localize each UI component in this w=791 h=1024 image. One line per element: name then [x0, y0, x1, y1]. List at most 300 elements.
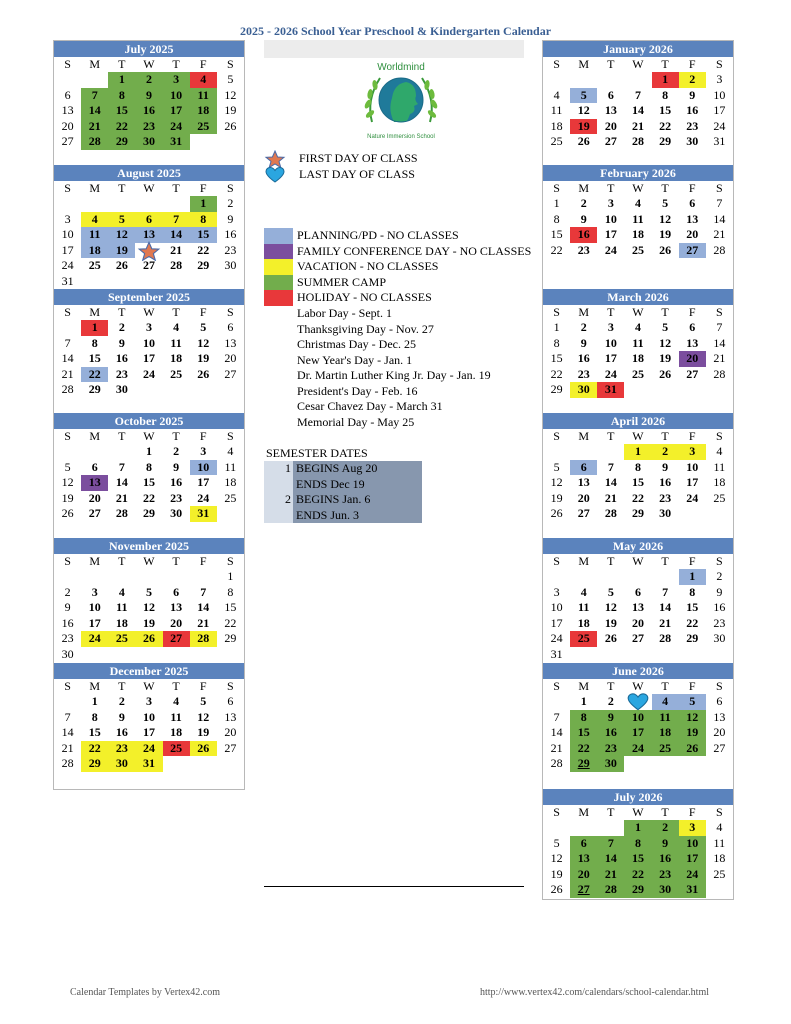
day-cell: 4 — [173, 694, 180, 708]
legend-last-day — [264, 166, 418, 182]
weekday-label: W — [143, 181, 155, 195]
day-cell: 18 — [190, 103, 217, 119]
empty-cell — [652, 898, 679, 914]
weekday-label: S — [715, 429, 723, 443]
day-cell: 1 — [108, 72, 135, 88]
week-row — [54, 72, 244, 88]
week-row — [54, 522, 244, 538]
weekday-label: T — [607, 805, 615, 819]
weekday-label: T — [118, 305, 126, 319]
weekday-label: S — [226, 429, 234, 443]
empty-cell — [163, 569, 190, 585]
semester-number — [264, 508, 293, 524]
empty-cell — [624, 258, 651, 274]
empty-cell — [163, 382, 190, 398]
day-cell: 7 — [64, 709, 71, 724]
day-cell: 9 — [118, 335, 125, 350]
month-calendar — [54, 289, 244, 413]
empty-cell — [135, 382, 162, 398]
day-cell: 18 — [631, 227, 644, 241]
empty-cell — [679, 898, 706, 914]
day-cell: 8 — [570, 710, 597, 726]
legend-label: SUMMER CAMP — [297, 274, 387, 289]
day-cell: 27 — [142, 258, 155, 272]
day-cell: 26 — [550, 506, 563, 520]
day-cell: 3 — [145, 320, 152, 334]
legend-swatch — [264, 259, 293, 275]
empty-cell — [652, 150, 679, 166]
week-row — [543, 72, 733, 88]
empty-cell — [217, 150, 244, 166]
weekday-label: M — [578, 57, 590, 71]
day-cell: 18 — [170, 351, 183, 365]
day-cell: 19 — [679, 725, 706, 741]
empty-cell — [652, 756, 679, 772]
empty-cell — [570, 398, 597, 414]
empty-cell — [597, 522, 624, 538]
weekday-label: S — [715, 554, 723, 568]
semester-date: ENDS Dec 19 — [293, 477, 422, 493]
logo-subtitle: Nature Immersion School — [367, 134, 435, 140]
empty-cell — [217, 274, 244, 290]
day-cell: 11 — [116, 600, 128, 614]
legend-item — [264, 290, 531, 306]
day-cell: 24 — [163, 119, 190, 135]
semester-date: BEGINS Jan. 6 — [293, 492, 422, 508]
weekday-label: T — [172, 57, 180, 71]
empty-cell — [543, 72, 570, 88]
empty-cell — [54, 72, 81, 88]
empty-cell — [190, 522, 217, 538]
day-cell: 26 — [115, 258, 128, 272]
day-cell: 23 — [61, 631, 74, 645]
day-cell: 9 — [716, 584, 723, 599]
day-cell: 1 — [91, 694, 98, 708]
day-cell: 14 — [550, 725, 563, 739]
day-cell: 6 — [64, 87, 71, 102]
weekday-label: T — [661, 181, 669, 195]
day-cell: 31 — [61, 273, 74, 288]
day-cell: 15 — [631, 475, 644, 489]
day-cell: 24 — [713, 118, 726, 133]
day-cell: 24 — [81, 631, 108, 647]
day-cell: 21 — [631, 118, 644, 133]
day-cell: 24 — [679, 867, 706, 883]
empty-cell — [135, 398, 162, 414]
empty-cell — [624, 772, 651, 788]
day-cell: 17 — [88, 615, 101, 630]
day-cell: 29 — [142, 506, 155, 520]
day-cell: 29 — [659, 134, 672, 148]
day-cell: 4 — [190, 72, 217, 88]
day-cell: 15 — [190, 227, 217, 243]
day-cell: 11 — [652, 710, 679, 726]
day-cell: 17 — [142, 725, 155, 739]
month-calendar — [543, 789, 733, 913]
day-cell: 11 — [81, 227, 108, 243]
weekday-header-row — [543, 305, 733, 320]
day-cell: 16 — [686, 103, 699, 117]
holiday-item: Dr. Martin Luther King Jr. Day - Jan. 19 — [297, 368, 491, 382]
legend-swatch — [264, 290, 293, 306]
week-row — [54, 710, 244, 726]
week-row — [543, 898, 733, 914]
empty-cell — [217, 756, 244, 772]
day-cell: 8 — [553, 211, 560, 226]
weekday-label: T — [118, 554, 126, 568]
semester-number: 1 — [264, 461, 293, 477]
day-cell: 21 — [61, 740, 74, 755]
empty-cell — [624, 756, 651, 772]
weekday-label: T — [661, 429, 669, 443]
day-cell: 4 — [652, 694, 679, 710]
week-row — [543, 694, 733, 710]
month-calendar — [543, 41, 733, 165]
weekday-label: T — [607, 429, 615, 443]
day-cell: 9 — [118, 709, 125, 724]
day-cell: 2 — [64, 584, 71, 599]
day-cell: 6 — [91, 459, 98, 474]
heart-icon — [264, 166, 286, 184]
day-cell: 25 — [713, 490, 726, 505]
day-cell: 25 — [163, 741, 190, 757]
empty-cell — [624, 72, 651, 88]
day-cell: 13 — [631, 600, 644, 614]
day-cell: 7 — [607, 459, 614, 474]
empty-cell — [570, 522, 597, 538]
day-cell: 12 — [679, 710, 706, 726]
week-row — [54, 772, 244, 788]
day-cell: 12 — [61, 475, 74, 489]
footer-url[interactable]: http://www.vertex42.com/calendars/school-calendar.html — [480, 987, 710, 998]
empty-cell — [679, 522, 706, 538]
day-cell: 20 — [224, 725, 237, 739]
empty-cell — [706, 756, 733, 772]
day-cell: 16 — [652, 851, 679, 867]
month-header: December 2025 — [54, 663, 244, 679]
day-cell: 16 — [115, 351, 128, 365]
weekday-label: S — [64, 57, 71, 71]
day-cell: 28 — [115, 506, 128, 520]
empty-cell — [624, 398, 651, 414]
empty-cell — [597, 258, 624, 274]
day-cell: 2 — [135, 72, 162, 88]
day-cell: 13 — [570, 851, 597, 867]
day-cell: 3 — [679, 820, 706, 836]
day-cell: 15 — [686, 600, 699, 614]
day-cell: 19 — [197, 351, 210, 365]
day-cell: 8 — [227, 584, 234, 599]
day-cell: 15 — [659, 103, 672, 117]
day-cell: 17 — [163, 103, 190, 119]
empty-cell — [652, 258, 679, 274]
week-row — [543, 741, 733, 757]
empty-cell — [706, 647, 733, 663]
day-cell: 2 — [118, 694, 125, 708]
empty-cell — [597, 444, 624, 460]
day-cell: 6 — [607, 87, 614, 102]
empty-cell — [652, 772, 679, 788]
day-cell: 3 — [716, 72, 723, 86]
empty-cell — [54, 150, 81, 166]
weekday-label: T — [607, 679, 615, 693]
day-cell: 30 — [170, 506, 183, 520]
empty-cell — [217, 134, 244, 150]
empty-cell — [679, 274, 706, 290]
weekday-label: W — [632, 679, 644, 693]
empty-cell — [679, 756, 706, 772]
day-cell: 20 — [224, 351, 237, 365]
day-cell: 27 — [604, 134, 617, 148]
week-row — [54, 506, 244, 522]
day-cell: 11 — [632, 335, 644, 350]
day-cell: 25 — [190, 119, 217, 135]
month-calendar — [543, 165, 733, 289]
semester-number — [264, 477, 293, 493]
empty-cell — [81, 772, 108, 788]
day-cell: 26 — [190, 741, 217, 757]
day-cell: 14 — [597, 851, 624, 867]
empty-cell — [652, 398, 679, 414]
day-cell: 10 — [679, 836, 706, 852]
day-cell: 17 — [197, 475, 210, 489]
day-cell: 13 — [224, 335, 237, 350]
day-cell: 10 — [713, 87, 726, 102]
star-icon — [137, 241, 161, 266]
day-cell: 22 — [224, 615, 237, 630]
day-cell: 28 — [631, 134, 644, 148]
day-cell: 23 — [652, 867, 679, 883]
weekday-label: W — [143, 429, 155, 443]
day-cell: 26 — [604, 631, 617, 645]
day-cell: 12 — [604, 600, 617, 614]
week-row — [54, 150, 244, 166]
day-cell: 30 — [224, 258, 237, 272]
weekday-label: T — [118, 57, 126, 71]
weekday-label: W — [143, 554, 155, 568]
day-cell: 4 — [81, 212, 108, 228]
day-cell: 17 — [624, 725, 651, 741]
day-cell: 27 — [679, 243, 706, 259]
day-cell: 30 — [652, 882, 679, 898]
day-cell: 15 — [108, 103, 135, 119]
empty-cell — [597, 150, 624, 166]
week-row — [543, 119, 733, 135]
day-cell: 22 — [550, 242, 563, 257]
weekday-label: S — [553, 805, 560, 819]
day-cell: 19 — [108, 243, 135, 259]
day-cell: 15 — [624, 851, 651, 867]
holiday-item: President's Day - Feb. 16 — [297, 383, 418, 398]
semester-row — [264, 508, 422, 524]
empty-cell — [81, 274, 108, 290]
day-cell: 29 — [108, 134, 135, 150]
day-cell: 25 — [713, 866, 726, 881]
day-cell: 17 — [686, 475, 699, 489]
legend-label: HOLIDAY - NO CLASSES — [297, 290, 432, 304]
month-calendar — [543, 413, 733, 537]
semester-table — [264, 461, 422, 523]
day-cell: 14 — [631, 103, 644, 117]
weekday-label: W — [632, 181, 644, 195]
day-cell: 29 — [224, 631, 237, 645]
day-cell: 12 — [197, 709, 210, 724]
day-cell: 7 — [553, 709, 560, 724]
empty-cell — [597, 569, 624, 585]
month-header: August 2025 — [54, 165, 244, 181]
weekday-label: S — [715, 305, 723, 319]
weekday-label: W — [632, 554, 644, 568]
empty-cell — [217, 772, 244, 788]
day-cell: 16 — [577, 351, 590, 365]
empty-cell — [543, 522, 570, 538]
empty-cell — [597, 898, 624, 914]
day-cell: 8 — [553, 335, 560, 350]
day-cell: 9 — [227, 211, 234, 226]
day-cell: 19 — [659, 227, 672, 241]
day-cell: 30 — [686, 134, 699, 148]
weekday-label: F — [688, 805, 696, 819]
day-cell: 11 — [170, 335, 182, 350]
day-cell: 31 — [135, 756, 162, 772]
day-cell: 6 — [634, 584, 641, 599]
day-cell: 28 — [190, 631, 217, 647]
day-cell: 3 — [145, 694, 152, 708]
weekday-label: S — [64, 679, 71, 693]
day-cell: 19 — [550, 866, 563, 881]
day-cell: 12 — [659, 335, 672, 350]
empty-cell — [81, 150, 108, 166]
weekday-label: S — [553, 679, 560, 693]
empty-cell — [54, 398, 81, 414]
empty-cell — [652, 647, 679, 663]
day-cell: 16 — [115, 725, 128, 739]
weekday-label: F — [688, 181, 696, 195]
day-cell: 4 — [227, 444, 234, 458]
day-cell — [135, 243, 162, 259]
day-cell: 23 — [135, 119, 162, 135]
week-row — [54, 274, 244, 290]
empty-cell — [54, 444, 81, 460]
weekday-label: S — [64, 554, 71, 568]
day-cell: 6 — [227, 694, 234, 708]
empty-cell — [54, 569, 81, 585]
weekday-label: M — [89, 181, 101, 195]
day-cell: 21 — [713, 351, 726, 365]
day-cell: 4 — [173, 320, 180, 334]
empty-cell — [706, 772, 733, 788]
day-cell: 1 — [553, 320, 560, 334]
empty-cell — [217, 647, 244, 663]
weekday-label: F — [688, 429, 696, 443]
day-cell: 10 — [624, 710, 651, 726]
week-row — [543, 88, 733, 104]
month-header: April 2026 — [543, 413, 733, 429]
day-cell: 30 — [115, 382, 128, 396]
weekday-label: S — [226, 554, 234, 568]
empty-cell — [679, 382, 706, 398]
color-legend — [264, 228, 531, 306]
day-cell: 21 — [597, 867, 624, 883]
day-cell: 5 — [662, 320, 669, 334]
day-cell: 15 — [550, 351, 563, 365]
day-cell: 25 — [631, 366, 644, 381]
day-cell: 23 — [577, 242, 590, 257]
day-cell: 19 — [197, 725, 210, 739]
day-cell: 22 — [81, 367, 108, 383]
day-cell: 13 — [224, 709, 237, 724]
day-cell: 6 — [227, 320, 234, 334]
day-cell: 21 — [115, 490, 128, 505]
day-cell: 28 — [659, 631, 672, 645]
weekday-label: W — [632, 429, 644, 443]
day-cell: 13 — [686, 335, 699, 350]
day-cell: 5 — [200, 694, 207, 708]
empty-cell — [543, 694, 570, 710]
empty-cell — [570, 569, 597, 585]
empty-cell — [706, 522, 733, 538]
day-cell: 18 — [170, 725, 183, 739]
empty-cell — [81, 522, 108, 538]
weekday-label: M — [89, 429, 101, 443]
week-row — [543, 320, 733, 336]
legend-swatch — [264, 244, 293, 260]
footer-credit[interactable]: Calendar Templates by Vertex42.com — [70, 987, 220, 998]
legend-item — [264, 259, 531, 275]
legend-first-day-label: FIRST DAY OF CLASS — [299, 151, 418, 165]
month-header: May 2026 — [543, 538, 733, 554]
day-cell: 29 — [686, 631, 699, 645]
day-cell: 31 — [713, 134, 726, 148]
empty-cell — [624, 382, 651, 398]
weekday-label: F — [199, 305, 207, 319]
empty-cell — [706, 150, 733, 166]
weekday-label: M — [578, 429, 590, 443]
icon-legend — [264, 150, 418, 182]
day-cell: 22 — [108, 119, 135, 135]
day-cell: 30 — [135, 134, 162, 150]
day-cell: 1 — [679, 569, 706, 585]
week-row — [54, 243, 244, 259]
weekday-label: T — [661, 805, 669, 819]
day-cell: 28 — [604, 506, 617, 520]
day-cell: 25 — [550, 134, 563, 148]
day-cell: 26 — [61, 506, 74, 520]
day-cell: 4 — [716, 444, 723, 458]
day-cell: 9 — [652, 836, 679, 852]
day-cell: 27 — [631, 631, 644, 645]
day-cell: 17 — [61, 242, 74, 257]
weekday-label: M — [89, 305, 101, 319]
weekday-label: T — [607, 181, 615, 195]
empty-cell — [135, 274, 162, 290]
day-cell: 16 — [597, 725, 624, 741]
day-cell: 13 — [577, 475, 590, 489]
day-cell: 16 — [224, 227, 237, 241]
day-cell: 24 — [624, 741, 651, 757]
day-cell: 8 — [624, 836, 651, 852]
day-cell: 5 — [145, 584, 152, 599]
week-row — [54, 585, 244, 601]
day-cell: 2 — [652, 820, 679, 836]
empty-cell — [217, 398, 244, 414]
weekday-label: T — [118, 429, 126, 443]
weekday-header-row — [543, 57, 733, 72]
empty-cell — [570, 72, 597, 88]
day-cell: 4 — [716, 820, 723, 834]
holiday-item: New Year's Day - Jan. 1 — [297, 352, 413, 367]
empty-cell — [543, 150, 570, 166]
